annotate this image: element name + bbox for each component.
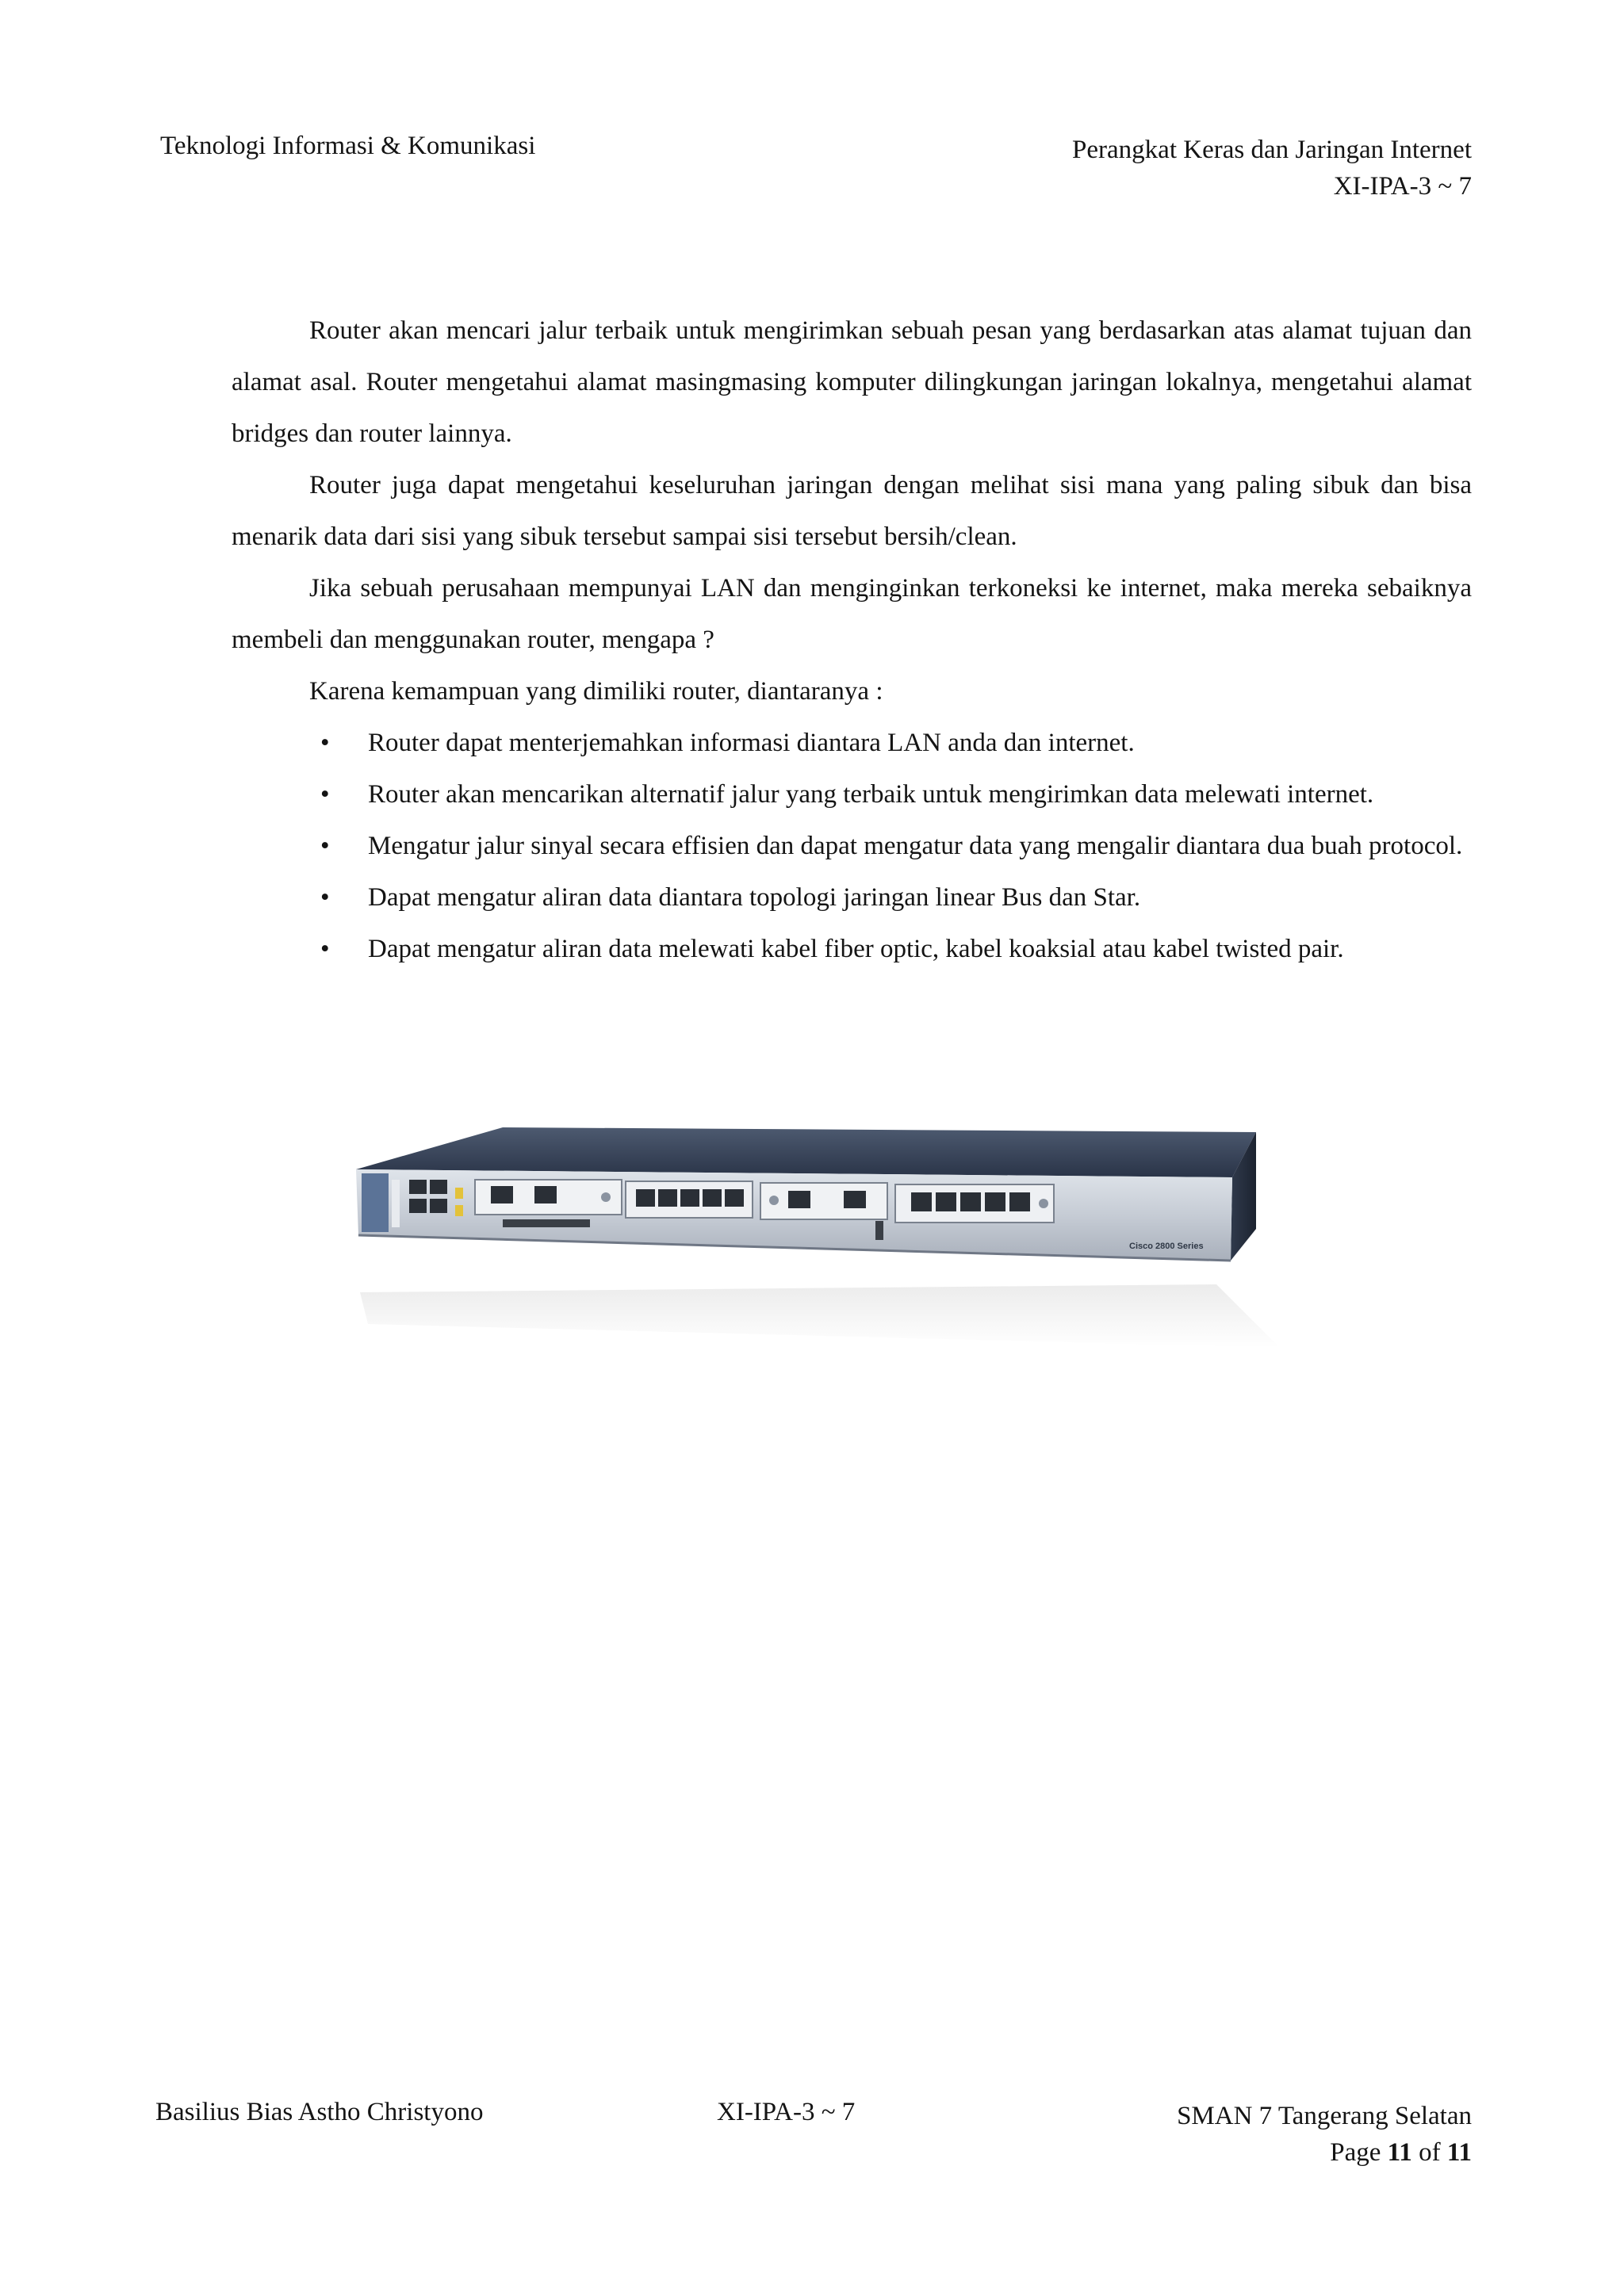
list-item-text: Router akan mencarikan alternatif jalur yang terbaik untuk mengirimkan data melewati internet. [368,780,1374,809]
bullet-icon: • [320,780,330,809]
header-subject: Perangkat Keras dan Jaringan Internet [1072,136,1472,164]
bullet-icon: • [320,883,330,912]
paragraph: Karena kemampuan yang dimiliki router, diantaranya : [309,677,883,706]
page-current: 11 [1387,2138,1412,2167]
page-of: of [1411,2138,1447,2167]
school-name: SMAN 7 Tangerang Selatan [1177,2102,1472,2130]
router-top-panel [356,1127,1256,1177]
page-total: 11 [1446,2138,1472,2167]
paragraph: Router akan mencari jalur terbaik untuk mengirimkan sebuah pesan yang berdasarkan atas alamat tujuan dan alamat asal. Router mengetahui alamat masingmasing komputer dilingkungan jaringan lokalnya, mengetahui alamat bridges dan router lainnya. [232,316,1472,448]
module-slot [895,1184,1054,1223]
list-item [232,821,1472,872]
router-image [304,1094,1288,1459]
page-prefix: Page [1330,2138,1388,2167]
list-item-text: Dapat mengatur aliran data melewati kabel fiber optic, kabel koaksial atau kabel twisted pair. [368,935,1344,963]
list-item [232,718,1472,769]
page-footer-middle: XI-IPA-3 ~ 7 [717,2098,856,2126]
list-item [232,769,1472,821]
paragraph: Jika sebuah perusahaan mempunyai LAN dan menginginkan terkoneksi ke internet, maka mereka sebaiknya membeli dan menggunakan router, mengapa ? [232,574,1472,654]
list-item-text: Dapat mengatur aliran data diantara topologi jaringan linear Bus dan Star. [368,883,1141,912]
list-item-text: Router dapat menterjemahkan informasi diantara LAN anda dan internet. [368,729,1135,757]
paragraph: Router juga dapat mengetahui keseluruhan jaringan dengan melihat sisi mana yang paling sibuk dan bisa menarik data dari sisi yang sibuk tersebut sampai sisi tersebut bersih/clean. [232,471,1472,551]
page-number [1177,2134,1472,2171]
page-header-right [1072,132,1472,205]
module-slot [626,1181,753,1218]
router-illustration [304,1094,1288,1459]
bullet-icon: • [320,729,330,757]
document-body [232,305,1472,975]
header-class: XI-IPA-3 ~ 7 [1333,172,1472,201]
list-item [232,872,1472,924]
bullet-icon: • [320,935,330,963]
bullet-icon: • [320,832,330,860]
page-footer-left: Basilius Bias Astho Christyono [155,2098,484,2126]
cisco-brand-bar [362,1173,389,1232]
page-header-left: Teknologi Informasi & Komunikasi [160,132,536,160]
list-item [232,924,1472,975]
capability-list [232,718,1472,975]
page-footer-right [1177,2098,1472,2171]
model-label: Cisco 2800 Series [1129,1242,1204,1251]
list-item-text: Mengatur jalur sinyal secara effisien dan dapat mengatur data yang mengalir diantara dua buah protocol. [368,832,1463,860]
